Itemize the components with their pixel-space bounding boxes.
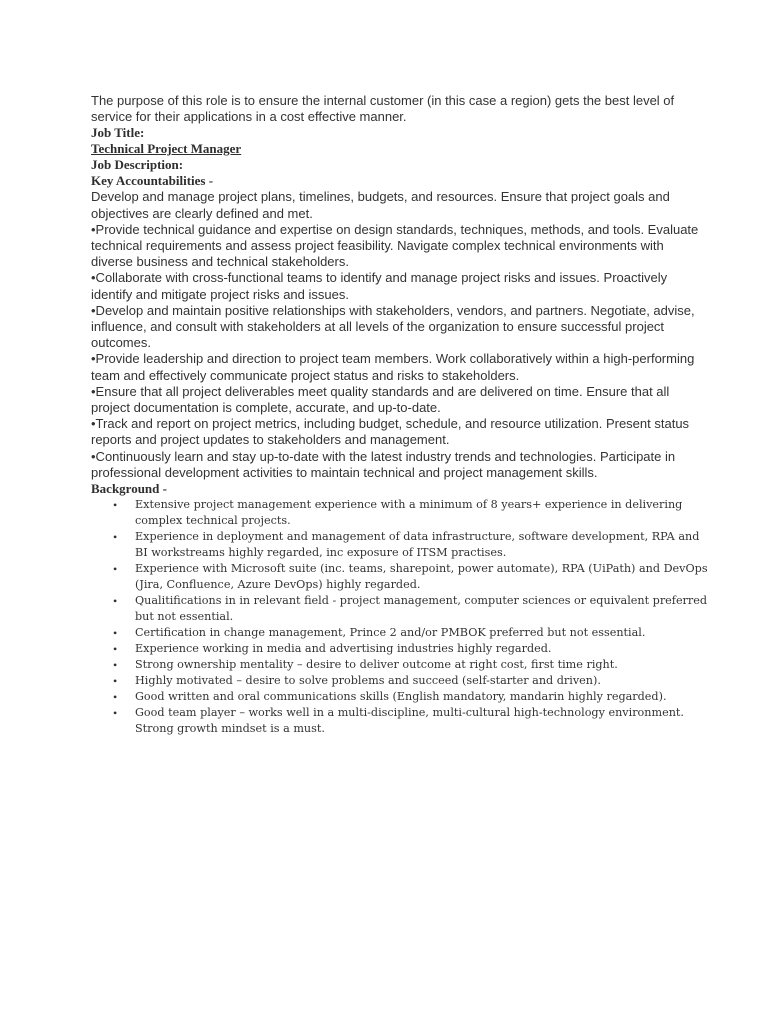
background-item-text: Good written and oral communications skills (English mandatory, mandarin highly regarded). [135,690,667,704]
background-item [91,673,708,689]
bullet-icon: • [113,642,118,657]
background-item-text: Certification in change management, Prince 2 and/or PMBOK preferred but not essential. [135,626,646,640]
background-item-text: Experience with Microsoft suite (inc. teams, sharepoint, power automate), RPA (UiPath) and DevOps (Jira, Confluence, Azure DevOps) highly regarded. [135,562,708,592]
background-item-text: Qualitifications in in relevant field - project management, computer sciences or equivalent preferred but not essential. [135,594,708,624]
job-title-label: Job Title: [91,125,145,141]
background-item-text: Good team player – works well in a multi-discipline, multi-cultural high-technology environment. Strong growth mindset is a must. [135,706,684,736]
background-item [91,625,708,641]
background-item-text: Experience working in media and advertising industries highly regarded. [135,642,552,656]
background-item [91,657,708,673]
background-item-text: Strong ownership mentality – desire to deliver outcome at right cost, first time right. [135,658,618,672]
background-item [91,561,708,593]
background-item-text: Extensive project management experience with a minimum of 8 years+ experience in delivering complex technical projects. [135,498,683,528]
accountability-item: •Collaborate with cross-functional teams to identify and manage project risks and issues. Proactively identify and mitigate project risks and issues. [91,270,668,302]
bullet-icon: • [113,674,118,689]
accountability-item: •Track and report on project metrics, including budget, schedule, and resource utilization. Present status reports and project updates to stakeholders and management. [91,416,690,448]
bullet-icon: • [113,658,118,673]
accountability-item: •Provide technical guidance and expertise on design standards, techniques, methods, and tools. Evaluate technical requirements and assess project feasibility. Navigate complex technical environments with diverse business and technical stakeholders. [91,221,699,270]
accountabilities-section [91,189,708,481]
background-item [91,705,708,737]
intro-paragraph: The purpose of this role is to ensure the internal customer (in this case a region) gets the best level of service for their applications in a cost effective manner. [91,93,675,125]
background-label: Background - [91,481,167,497]
bullet-icon: • [113,690,118,705]
bullet-icon: • [113,562,118,577]
background-item [91,593,708,625]
background-list [91,497,708,737]
background-item [91,689,708,705]
background-item-text: Highly motivated – desire to solve problems and succeed (self-starter and driven). [135,674,601,688]
job-description-label: Job Description: [91,157,184,173]
bullet-icon: • [113,706,118,721]
bullet-icon: • [113,626,118,641]
background-item-text: Experience in deployment and management of data infrastructure, software development, RPA and BI workstreams highly regarded, inc exposure of ITSM practises. [135,530,700,560]
job-title-value: Technical Project Manager [91,141,242,157]
accountability-item: •Ensure that all project deliverables meet quality standards and are delivered on time. Ensure that all project documentation is complete, accurate, and up-to-date. [91,383,670,416]
background-item [91,529,708,561]
bullet-icon: • [113,594,118,609]
key-accountabilities-label: Key Accountabilities - [91,173,214,189]
accountability-item: •Develop and maintain positive relationships with stakeholders, vendors, and partners. Negotiate, advise, influence, and consult with stakeholders at all levels of the organization to ensure successful project outcomes. [91,302,695,351]
accountability-item: •Provide leadership and direction to project team members. Work collaboratively within a high-performing team and effectively communicate project status and risks to stakeholders. [91,351,695,383]
background-item [91,641,708,657]
bullet-icon: • [113,530,118,545]
accountability-item: Develop and manage project plans, timelines, budgets, and resources. Ensure that project goals and objectives are clearly defined and met. [91,189,670,221]
bullet-icon: • [113,498,118,513]
accountability-item: •Continuously learn and stay up-to-date with the latest industry trends and technologies. Participate in professional development activities to maintain technical and project management skills. [91,448,676,480]
background-item [91,497,708,529]
